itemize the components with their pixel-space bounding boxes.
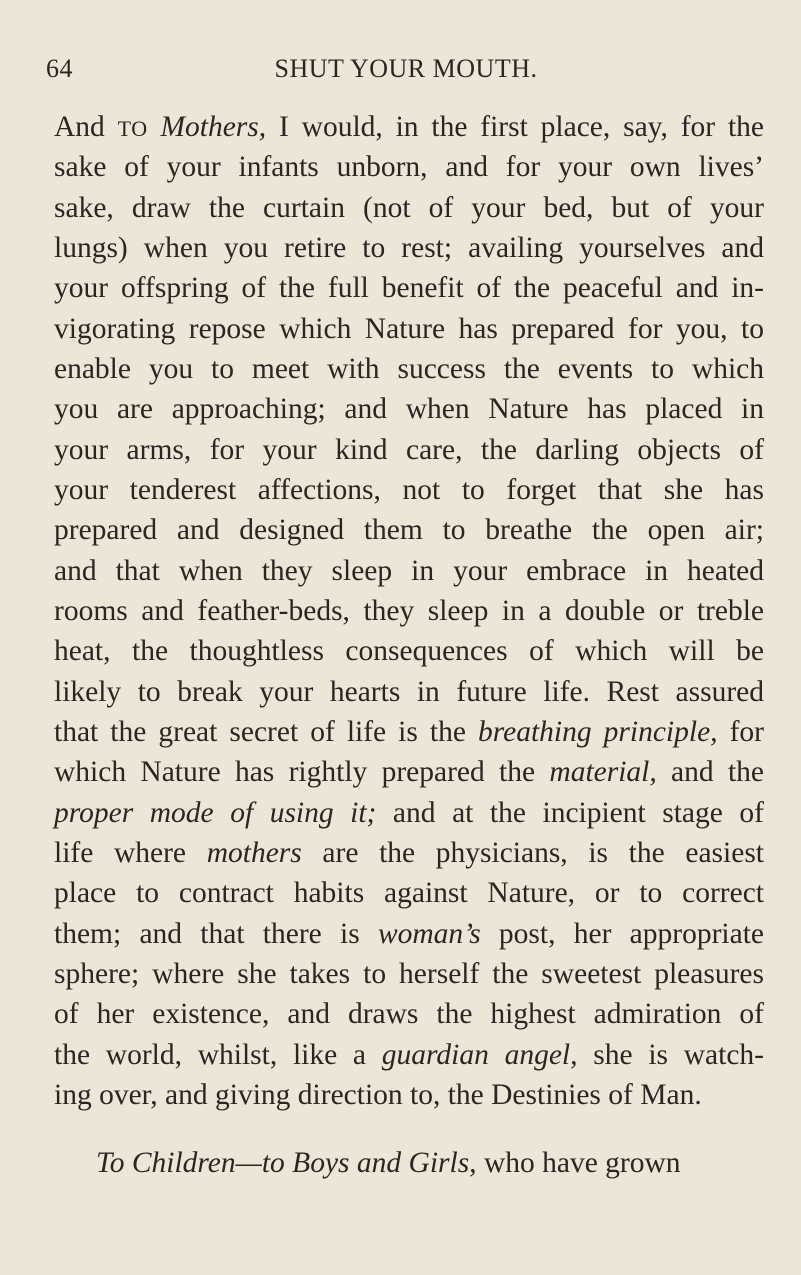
italic-text: mothers <box>206 837 302 869</box>
text-line: which Nature has rightly prepared the material, and the <box>54 756 764 788</box>
page-number: 64 <box>46 54 73 83</box>
text-line: rooms and feather-beds, they sleep in a double or treble <box>54 595 764 627</box>
text-line: that the great secret of life is the breathing principle, for <box>54 716 764 748</box>
text-line: of her existence, and draws the highest admiration of <box>54 998 764 1030</box>
italic-text: breathing principle, <box>477 716 718 748</box>
small-caps-text: TO <box>117 116 148 141</box>
text-line: heat, the thoughtless consequences of which will be <box>54 635 764 667</box>
text-line: you are approaching; and when Nature has placed in <box>54 393 764 425</box>
text-line: place to contract habits against Nature, or to correct <box>54 877 764 909</box>
running-header <box>46 54 766 94</box>
text-line: your offspring of the full benefit of the peaceful and in- <box>54 272 764 304</box>
text-line: likely to break your hearts in future life. Rest assured <box>54 676 764 708</box>
text-line: your tenderest affections, not to forget that she has <box>54 474 764 506</box>
text-line: sphere; where she takes to herself the sweetest pleasures <box>54 958 764 990</box>
text-line: enable you to meet with success the events to which <box>54 353 764 385</box>
italic-text: guardian angel, <box>381 1039 578 1071</box>
italic-text: woman’s <box>377 918 481 950</box>
text-line: sake, draw the curtain (not of your bed, but of your <box>54 192 764 224</box>
text-line: sake of your infants unborn, and for your own lives’ <box>54 151 764 183</box>
text-line: ing over, and giving direction to, the Destinies of Man. <box>54 1079 702 1111</box>
italic-text: material, <box>549 756 657 788</box>
text-line: prepared and designed them to breathe the open air; <box>54 514 764 546</box>
text-line: lungs) when you retire to rest; availing yourselves and <box>54 232 764 264</box>
text-line: life where mothers are the physicians, is the easiest <box>54 837 764 869</box>
text-line: vigorating repose which Nature has prepared for you, to <box>54 313 764 345</box>
text-line: and that when they sleep in your embrace in heated <box>54 555 764 587</box>
text-line: them; and that there is woman’s post, her appropriate <box>54 918 764 950</box>
text-line: your arms, for your kind care, the darling objects of <box>54 434 764 466</box>
text-line: proper mode of using it; and at the incipient stage of <box>54 797 764 829</box>
text-line: the world, whilst, like a guardian angel, she is watch- <box>54 1039 764 1071</box>
text-line: To Children—to Boys and Girls, who have grown <box>96 1147 681 1179</box>
italic-text: To Children—to Boys and Girls, <box>96 1147 477 1179</box>
italic-text: proper mode of using it; <box>54 797 377 829</box>
running-title: SHUT YOUR MOUTH. <box>274 54 538 83</box>
italic-text: Mothers, <box>160 111 267 143</box>
text-line: And TO Mothers, I would, in the first place, say, for the <box>54 111 764 143</box>
